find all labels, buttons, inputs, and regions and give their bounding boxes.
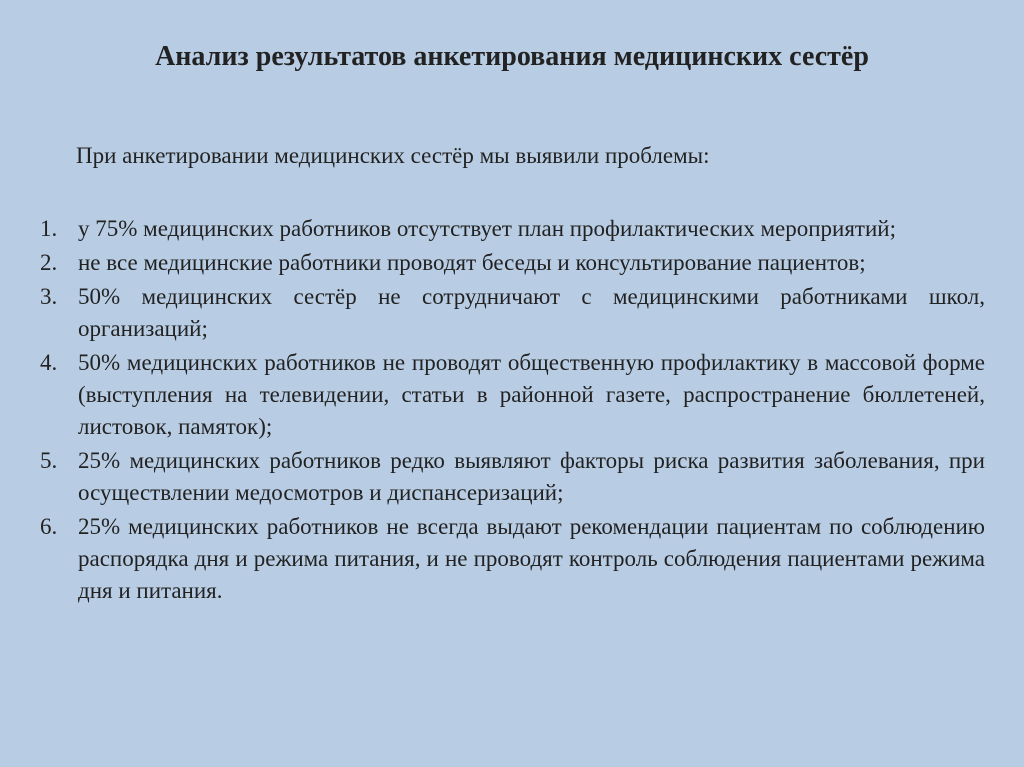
item-number: 6. xyxy=(40,514,58,539)
item-number: 5. xyxy=(40,448,58,473)
list-item xyxy=(40,445,985,509)
list-item xyxy=(40,281,985,345)
list-item xyxy=(40,213,985,245)
intro-text: При анкетировании медицинских сестёр мы выявили проблемы: xyxy=(76,143,710,168)
item-number: 2. xyxy=(40,250,58,275)
item-text: 50% медицинских сестёр не сотрудничают с медицинскими работниками школ, организаций; xyxy=(78,284,985,341)
item-text: не все медицинские работники проводят беседы и консультирование пациентов; xyxy=(78,250,866,275)
slide-title: Анализ результатов анкетирования медицинских сестёр xyxy=(155,41,869,72)
item-number: 4. xyxy=(40,350,58,375)
item-text: 50% медицинских работников не проводят общественную профилактику в массовой форме (выступления на телевидении, статьи в районной газете, распространение бюллетеней, листовок, памяток); xyxy=(78,350,985,439)
list-item xyxy=(40,511,985,607)
item-text: 25% медицинских работников не всегда выдают рекомендации пациентам по соблюдению распорядка дня и режима питания, и не проводят контроль соблюдения пациентами режима дня и питания. xyxy=(78,514,985,603)
item-text: 25% медицинских работников редко выявляют факторы риска развития заболевания, при осуществлении медосмотров и диспансеризаций; xyxy=(78,448,985,505)
item-text: у 75% медицинских работников отсутствует план профилактических мероприятий; xyxy=(78,216,896,241)
list-item xyxy=(40,247,985,279)
problem-list xyxy=(40,213,985,609)
item-number: 1. xyxy=(40,216,58,241)
list-item xyxy=(40,347,985,443)
item-number: 3. xyxy=(40,284,58,309)
